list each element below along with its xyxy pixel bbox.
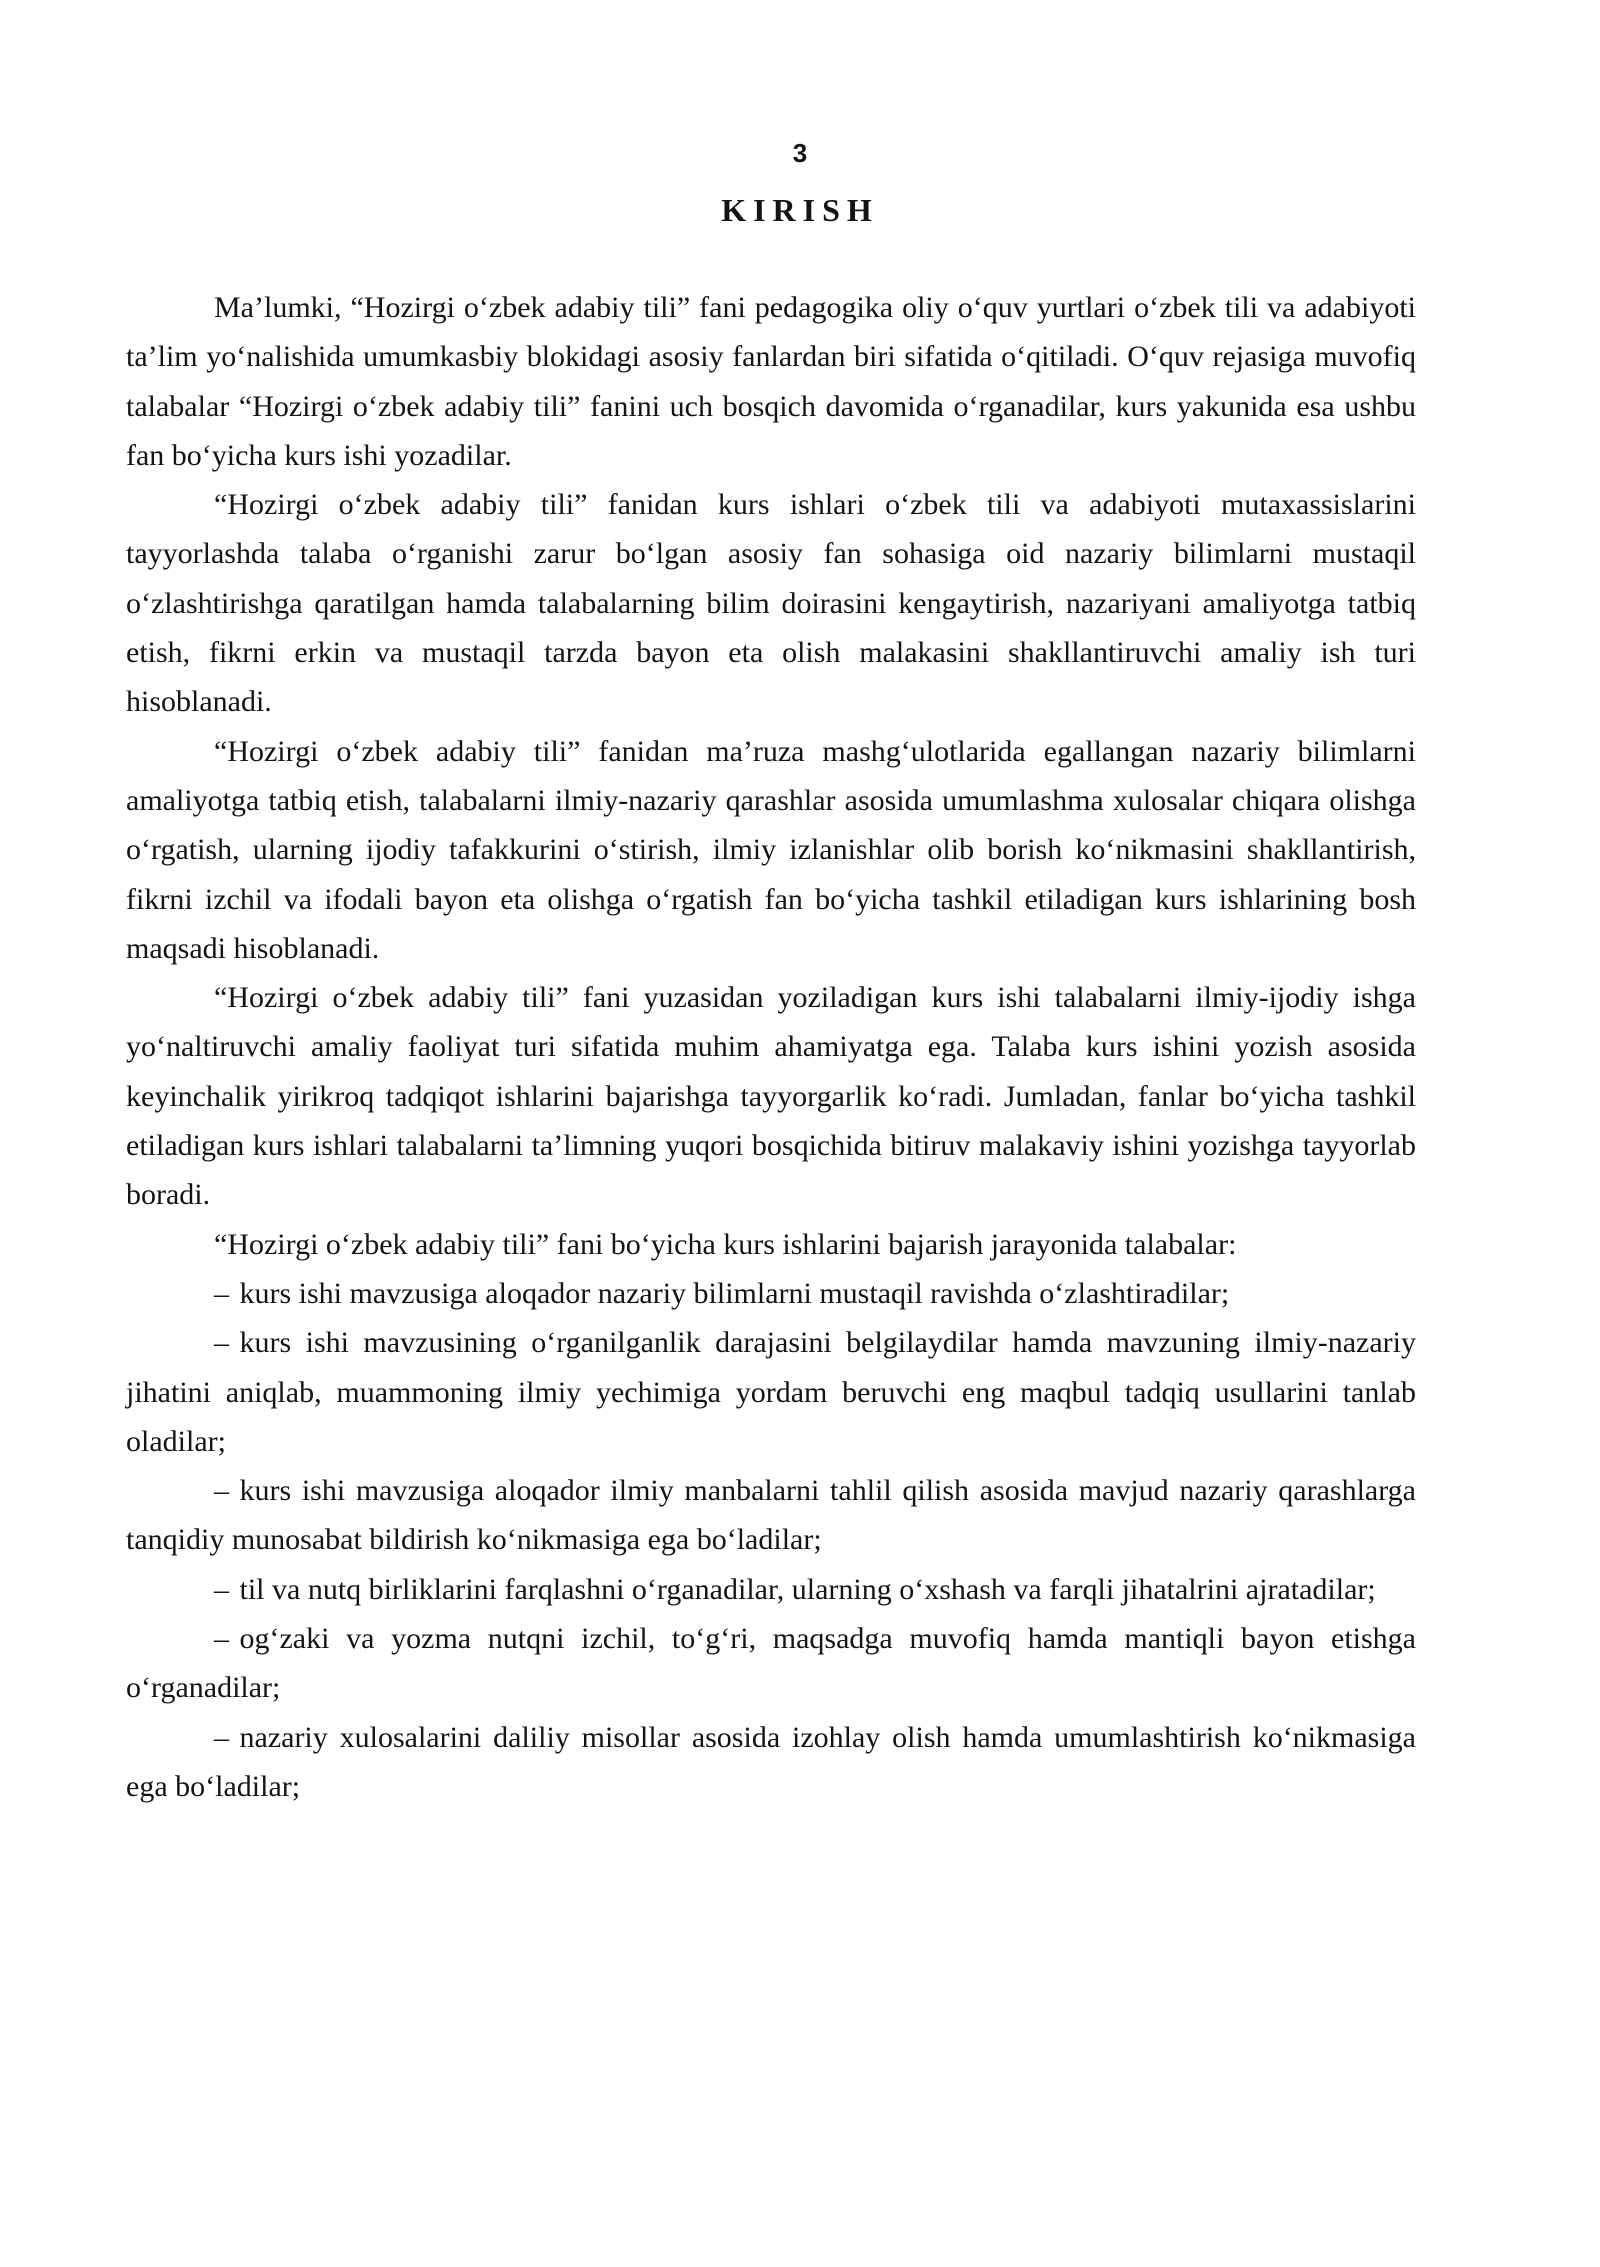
paragraph: “Hozirgi o‘zbek adabiy tili” fanidan kurs ishlari o‘zbek tili va adabiyoti mutaxassislarini tayyorlashda talaba o‘rganishi zarur bo‘lgan asosiy fan sohasiga oid nazariy bilimlarni mustaqil o‘zlashtirishga qaratilgan hamda talabalarning bilim doirasini kengaytirish, nazariyani amaliyotga tatbiq etish, fikrni erkin va mustaqil tarzda bayon eta olish malakasini shakllantiruvchi amaliy ish turi hisoblanadi. — [126, 488, 1416, 719]
list-dash: – — [214, 1720, 229, 1754]
list-item-text: kurs ishi mavzusiga aloqador ilmiy manbalarni tahlil qilish asosida mavjud nazariy qarashlarga tanqidiy munosabat bildirish ko‘nikmasiga ega bo‘ladilar; — [126, 1474, 1416, 1557]
list-dash: – — [214, 1326, 229, 1360]
list-dash: – — [214, 1572, 229, 1606]
list-dash: – — [214, 1276, 229, 1310]
list-item-text: nazariy xulosalarini daliliy misollar asosida izohlay olish hamda umumlashtirish ko‘nikmasiga ega bo‘ladilar; — [126, 1720, 1416, 1803]
paragraph: “Hozirgi o‘zbek adabiy tili” fani bo‘yicha kurs ishlarini bajarish jarayonida talabalar: — [214, 1227, 1237, 1261]
bullet-list — [126, 1269, 1416, 1811]
page-number: 3 — [792, 138, 808, 168]
list-item — [126, 1713, 1416, 1812]
paragraph: Ma’lumki, “Hozirgi o‘zbek adabiy tili” fani pedagogika oliy o‘quv yurtlari o‘zbek tili va adabiyoti ta’lim yo‘nalishida umumkasbiy blokidagi asosiy fanlardan biri sifatida o‘qitiladi. O‘quv rejasiga muvofiq talabalar “Hozirgi o‘zbek adabiy tili” fanini uch bosqich davomida o‘rganadilar, kurs yakunida esa ushbu fan bo‘yicha kurs ishi yozadilar. — [126, 291, 1416, 472]
paragraph: “Hozirgi o‘zbek adabiy tili” fani yuzasidan yoziladigan kurs ishi talabalarni ilmiy-ijodiy ishga yo‘naltiruvchi amaliy faoliyat turi sifatida muhim ahamiyatga ega. Talaba kurs ishini yozish asosida keyinchalik yirikroq tadqiqot ishlarini bajarishga tayyorgarlik ko‘radi. Jumladan, fanlar bo‘yicha tashkil etiladigan kurs ishlari talabalarni ta’limning yuqori bosqichida bitiruv malakaviy ishini yozishga tayyorlab boradi. — [126, 981, 1416, 1212]
list-dash: – — [214, 1474, 229, 1508]
list-dash: – — [214, 1622, 229, 1656]
list-item — [126, 1466, 1416, 1565]
list-item — [126, 1565, 1416, 1614]
list-item-text: og‘zaki va yozma nutqni izchil, to‘g‘ri, maqsadga muvofiq hamda mantiqli bayon etishga o‘rganadilar; — [126, 1622, 1416, 1705]
body-text — [126, 283, 1416, 1811]
list-item — [126, 1318, 1416, 1466]
list-item — [126, 1614, 1416, 1713]
list-item-text: kurs ishi mavzusining o‘rganilganlik darajasini belgilaydilar hamda mavzuning ilmiy-nazariy jihatini aniqlab, muammoning ilmiy yechimiga yordam beruvchi eng maqbul tadqiq usullarini tanlab oladilar; — [126, 1326, 1416, 1458]
paragraph: “Hozirgi o‘zbek adabiy tili” fanidan ma’ruza mashg‘ulotlarida egallangan nazariy bilimlarni amaliyotga tatbiq etish, talabalarni ilmiy-nazariy qarashlar asosida umumlashma xulosalar chiqara olishga o‘rgatish, ularning ijodiy tafakkurini o‘stirish, ilmiy izlanishlar olib borish ko‘nikmasini shakllantirish, fikrni izchil va ifodali bayon eta olishga o‘rgatish fan bo‘yicha tashkil etiladigan kurs ishlarining bosh maqsadi hisoblanadi. — [126, 734, 1416, 965]
list-item — [126, 1269, 1416, 1318]
page-title: KIRISH — [721, 192, 879, 228]
list-item-text: kurs ishi mavzusiga aloqador nazariy bilimlarni mustaqil ravishda o‘zlashtiradilar; — [239, 1276, 1230, 1310]
list-item-text: til va nutq birliklarini farqlashni o‘rganadilar, ularning o‘xshash va farqli jihatalrini ajratadilar; — [239, 1572, 1376, 1606]
